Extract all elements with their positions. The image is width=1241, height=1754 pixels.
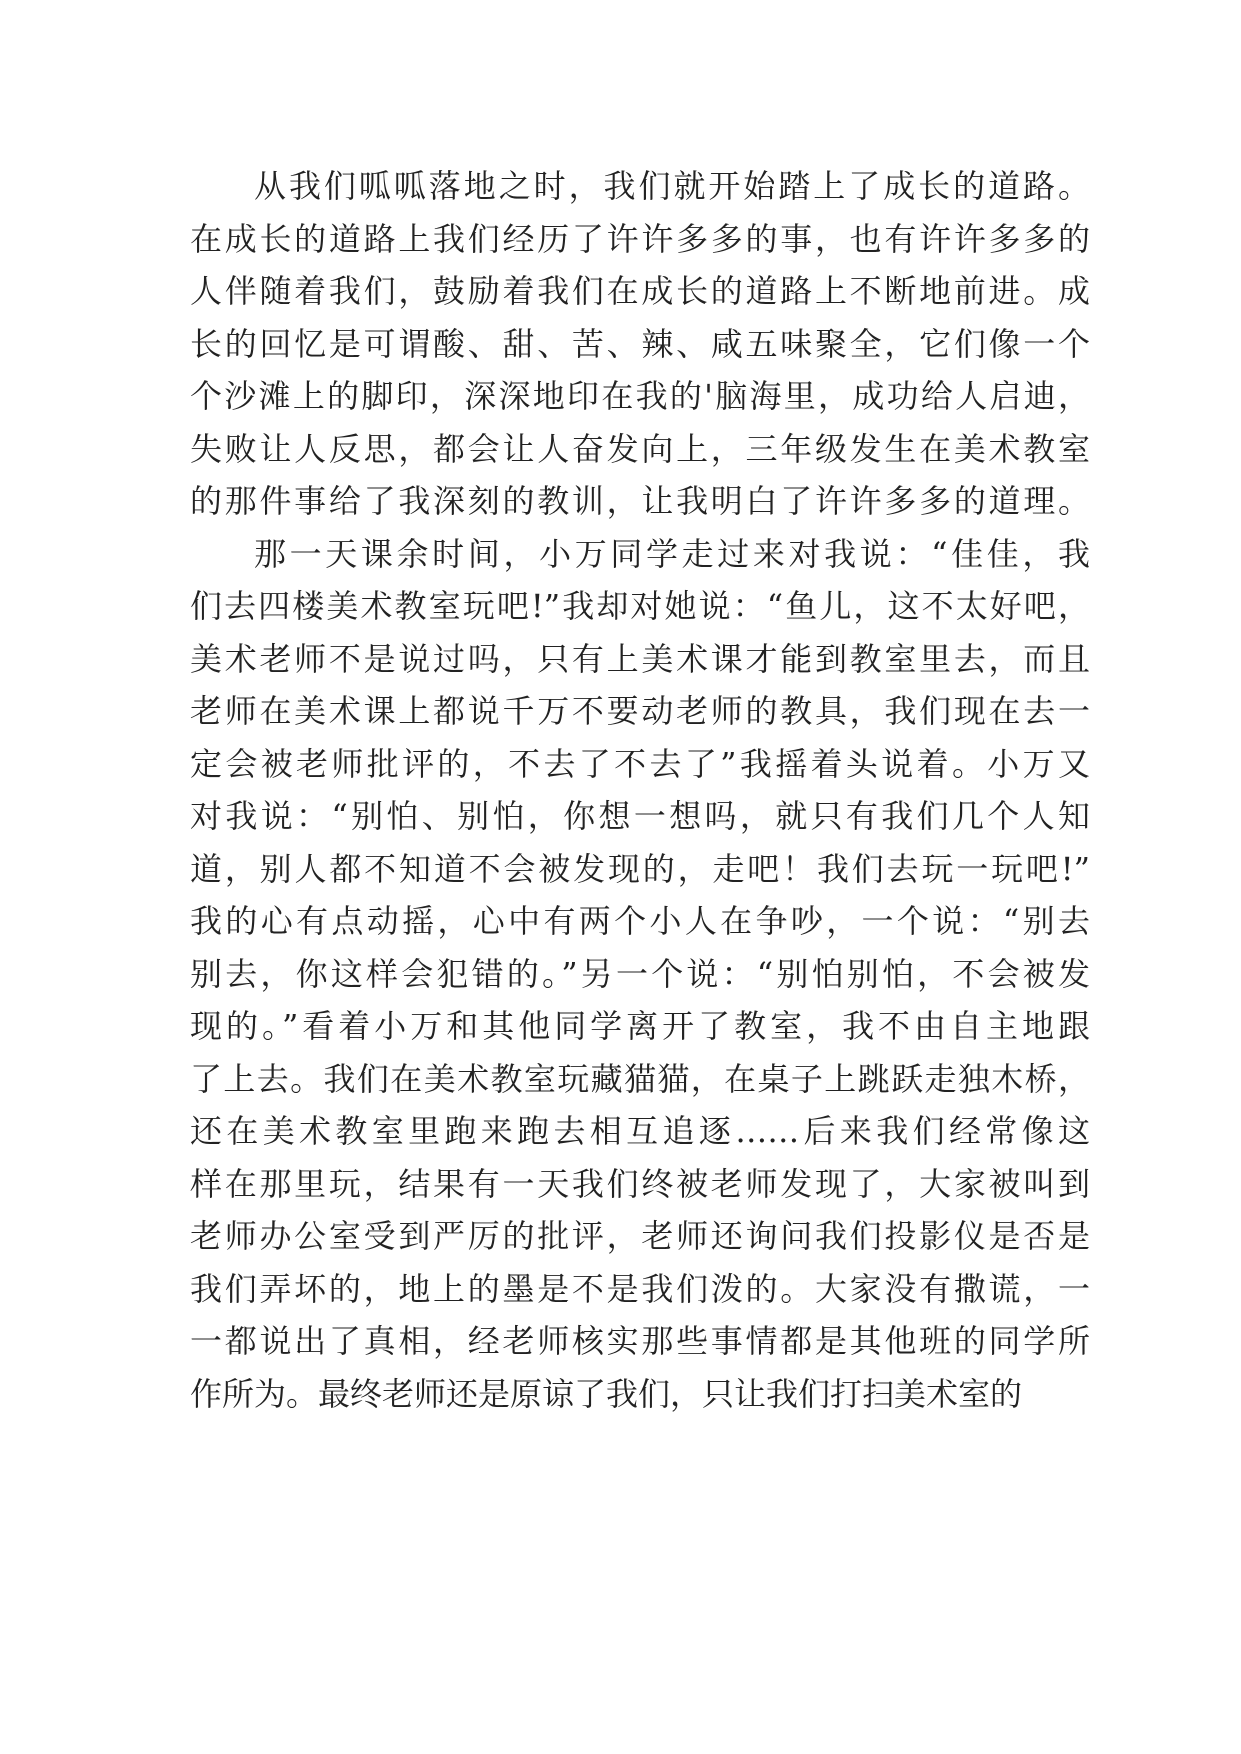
text-line: 别去，你这样会犯错的。”另一个说：“别怕别怕，不会被发 [190,954,1090,993]
text-line: 个沙滩上的脚印，深深地印在我的'脑海里，成功给人启迪， [190,377,1090,415]
text-line: 失败让人反思，都会让人奋发向上，三年级发生在美术教室 [190,429,1090,468]
text-line: 从我们呱呱落地之时，我们就开始踏上了成长的道路。 [254,167,1090,205]
text-line: 一都说出了真相，经老师核实那些事情都是其他班的同学所 [190,1322,1090,1360]
text-line: 我的心有点动摇，心中有两个小人在争吵，一个说：“别去 [190,902,1090,940]
text-line: 们去四楼美术教室玩吧!”我却对她说：“鱼儿，这不太好吧， [190,587,1090,625]
text-line: 了上去。我们在美术教室玩藏猫猫，在桌子上跳跃走独木桥， [190,1059,1090,1098]
text-line: 人伴随着我们，鼓励着我们在成长的道路上不断地前进。成 [190,272,1090,310]
text-line: 对我说：“别怕、别怕，你想一想吗，就只有我们几个人知 [190,797,1090,835]
text-line: 那一天课余时间，小万同学走过来对我说：“佳佳，我 [254,534,1090,573]
text-line: 道，别人都不知道不会被发现的，走吧！我们去玩一玩吧!” [190,849,1090,888]
text-line: 在成长的道路上我们经历了许许多多的事，也有许许多多的 [190,219,1090,258]
text-line: 老师办公室受到严厉的批评，老师还询问我们投影仪是否是 [190,1217,1090,1255]
text-line: 长的回忆是可谓酸、甜、苦、辣、咸五味聚全，它们像一个 [190,324,1090,363]
text-line: 现的。”看着小万和其他同学离开了教室，我不由自主地跟 [190,1007,1090,1045]
paragraph-1 [190,160,1090,528]
text-line: 还在美术教室里跑来跑去相互追逐……后来我们经常像这 [190,1112,1090,1150]
text-line: 作所为。最终老师还是原谅了我们，只让我们打扫美术室的 [190,1374,1023,1413]
paragraph-2 [190,528,1090,1421]
text-line: 我们弄坏的，地上的墨是不是我们泼的。大家没有撒谎，一 [190,1269,1090,1308]
text-line: 老师在美术课上都说千万不要动老师的教具，我们现在去一 [190,692,1090,730]
text-line: 样在那里玩，结果有一天我们终被老师发现了，大家被叫到 [190,1164,1090,1203]
text-line: 的那件事给了我深刻的教训，让我明白了许许多多的道理。 [190,482,1090,520]
text-line: 定会被老师批评的，不去了不去了”我摇着头说着。小万又 [190,744,1090,783]
text-line: 美术老师不是说过吗，只有上美术课才能到教室里去，而且 [190,639,1090,678]
essay-body [190,160,1090,1420]
